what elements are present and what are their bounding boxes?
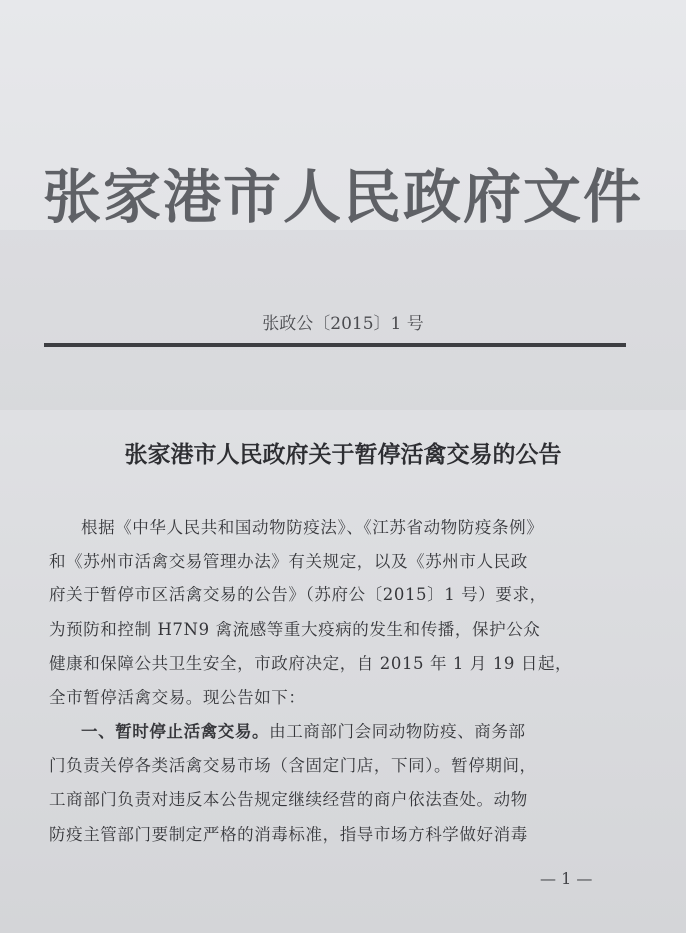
- issuing-authority-title: 张家港市人民政府文件: [42, 163, 643, 231]
- section-1-text: 由工商部门会同动物防疫、商务部: [269, 722, 526, 741]
- document-number: 张政公〔2015〕1 号: [262, 314, 424, 334]
- body-line: 健康和保障公共卫生安全，市政府决定，自 2015 年 1 月 19 日起，: [49, 654, 573, 673]
- notice-title: 张家港市人民政府关于暂停活禽交易的公告: [124, 441, 562, 468]
- body-line: 根据《中华人民共和国动物防疫法》、《江苏省动物防疫条例》: [81, 518, 544, 537]
- body-line: 和《苏州市活禽交易管理办法》有关规定，以及《苏州市人民政: [49, 552, 528, 571]
- section-1-line: 门负责关停各类活禽交易市场（含固定门店，下同）。暂停期间，: [49, 756, 537, 775]
- section-1-line: 工商部门负责对违反本公告规定继续经营的商户依法查处。动物: [49, 790, 528, 809]
- header-divider: [44, 343, 626, 347]
- section-1-line: [81, 718, 639, 742]
- page-number: — 1 —: [540, 869, 593, 888]
- section-1-line: 防疫主管部门要制定严格的消毒标准，指导市场方科学做好消毒: [49, 825, 528, 844]
- body-line: 府关于暂停市区活禽交易的公告》（苏府公〔2015〕1 号）要求，: [49, 585, 547, 604]
- body-line: 全市暂停活禽交易。现公告如下：: [49, 688, 306, 707]
- section-1-heading: 一、暂时停止活禽交易。: [81, 722, 270, 741]
- body-line: 为预防和控制 H7N9 禽流感等重大疫病的发生和传播，保护公众: [49, 620, 541, 639]
